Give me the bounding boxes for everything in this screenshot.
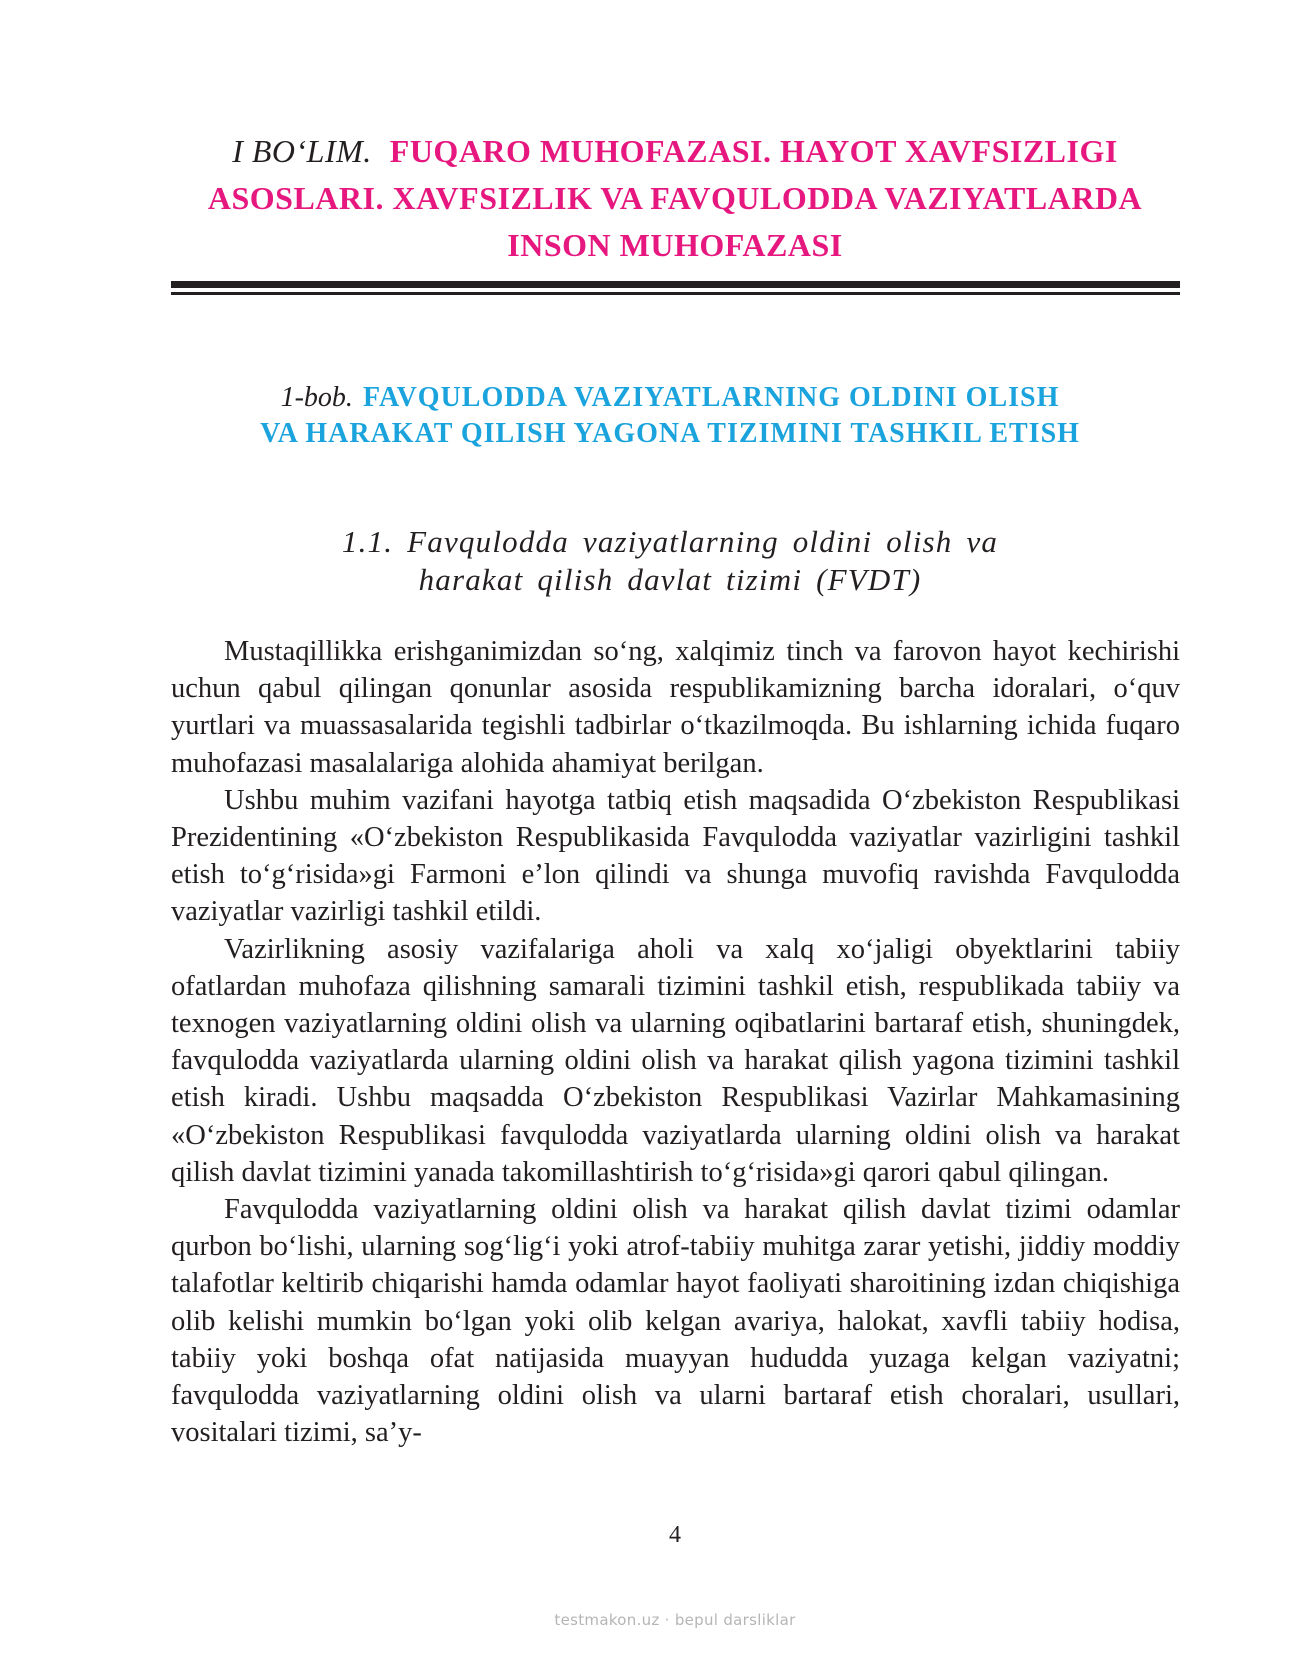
section-title: 1.1. Favqulodda vaziyatlarning oldini olish va harakat qilish davlat tizimi (FVDT): [341, 524, 999, 597]
paragraph: Ushbu muhim vazifani hayotga tatbiq etish maqsadida O‘zbekiston Respublikasi Prezidentining «O‘zbekiston Respublikasida Favqulodda vaziyatlar vazirligini tashkil etish to‘g‘risida»gi Farmoni e’lon qilindi va shunga muvofiq ravishda Favqulodda vaziyatlar vazirligi tashkil etildi.: [171, 784, 1180, 928]
heading-divider-thin: [171, 292, 1180, 295]
part-label: I BO‘LIM.: [232, 133, 372, 169]
watermark: testmakon.uz · bepul darsliklar: [554, 1611, 796, 1629]
part-heading: [170, 128, 1180, 269]
paragraph: Mustaqillikka erishganimizdan so‘ng, xalqimiz tinch va farovon hayot kechirishi uchun qabul qilingan qonunlar asosida respublikamizning barcha idoralari, o‘quv yurtlari va muassasalarida tegishli tadbirlar o‘tkazilmoqda. Bu ishlarning ichida fuqaro muhofazasi masalalariga alohida ahamiyat berilgan.: [171, 636, 1180, 779]
paragraph: Favqulodda vaziyatlarning oldini olish va harakat qilish davlat tizimi odamlar qurbon bo‘lishi, ularning sog‘lig‘i yoki atrof-tabiiy muhitga zarar yetishi, jiddiy moddiy talafotlar keltirib chiqarishi hamda odamlar hayot faoliyati sharoitining izdan chiqishiga olib kelishi mumkin bo‘lgan yoki olib kelgan avariya, halokat, xavfli tabiiy hodisa, tabiiy yoki boshqa ofat natijasida muayyan hududda yuzaga kelgan vaziyatni; favqulodda vaziyatlarning oldini olish va ularni bartaraf etish choralari, usullari, vositalari tizimi, sa’y-: [171, 1194, 1180, 1449]
page-number: 4: [669, 1522, 681, 1548]
body-text: [171, 633, 1180, 1451]
paragraph: Vazirlikning asosiy vazifalariga aholi va xalq xo‘jaligi obyektlarini tabiiy ofatlardan muhofaza qilishning samarali tizimini tashkil etish, respublikada tabiiy va texnogen vaziyatlarning oldini olish va ularning oqibatlarini bartaraf etish, shuningdek, favqulodda vaziyatlarda ularning oldini olish va harakat qilish yagona tizimini tashkil etish kiradi. Ushbu maqsadda O‘zbekiston Respublikasi Vazirlar Mahkamasining «O‘zbekiston Respublikasi favqulodda vaziyatlarda ularning oldini olish va harakat qilish davlat tizimini yanada takomillashtirish to‘g‘risida»gi qarori qabul qilingan.: [171, 933, 1180, 1188]
part-title: FUQARO MUHOFAZASI. HAYOT XAVFSIZLIGI ASOSLARI. XAVFSIZLIK VA FAVQULODDA VAZIYATLARDA INSON MUHOFAZASI: [207, 133, 1143, 263]
chapter-label: 1-bob.: [280, 382, 353, 413]
chapter-heading: [260, 380, 1080, 452]
heading-divider-thick: [171, 281, 1180, 288]
chapter-title: FAVQULODDA VAZIYATLARNING OLDINI OLISH VA HARAKAT QILISH YAGONA TIZIMINI TASHKIL ETISH: [260, 382, 1080, 449]
